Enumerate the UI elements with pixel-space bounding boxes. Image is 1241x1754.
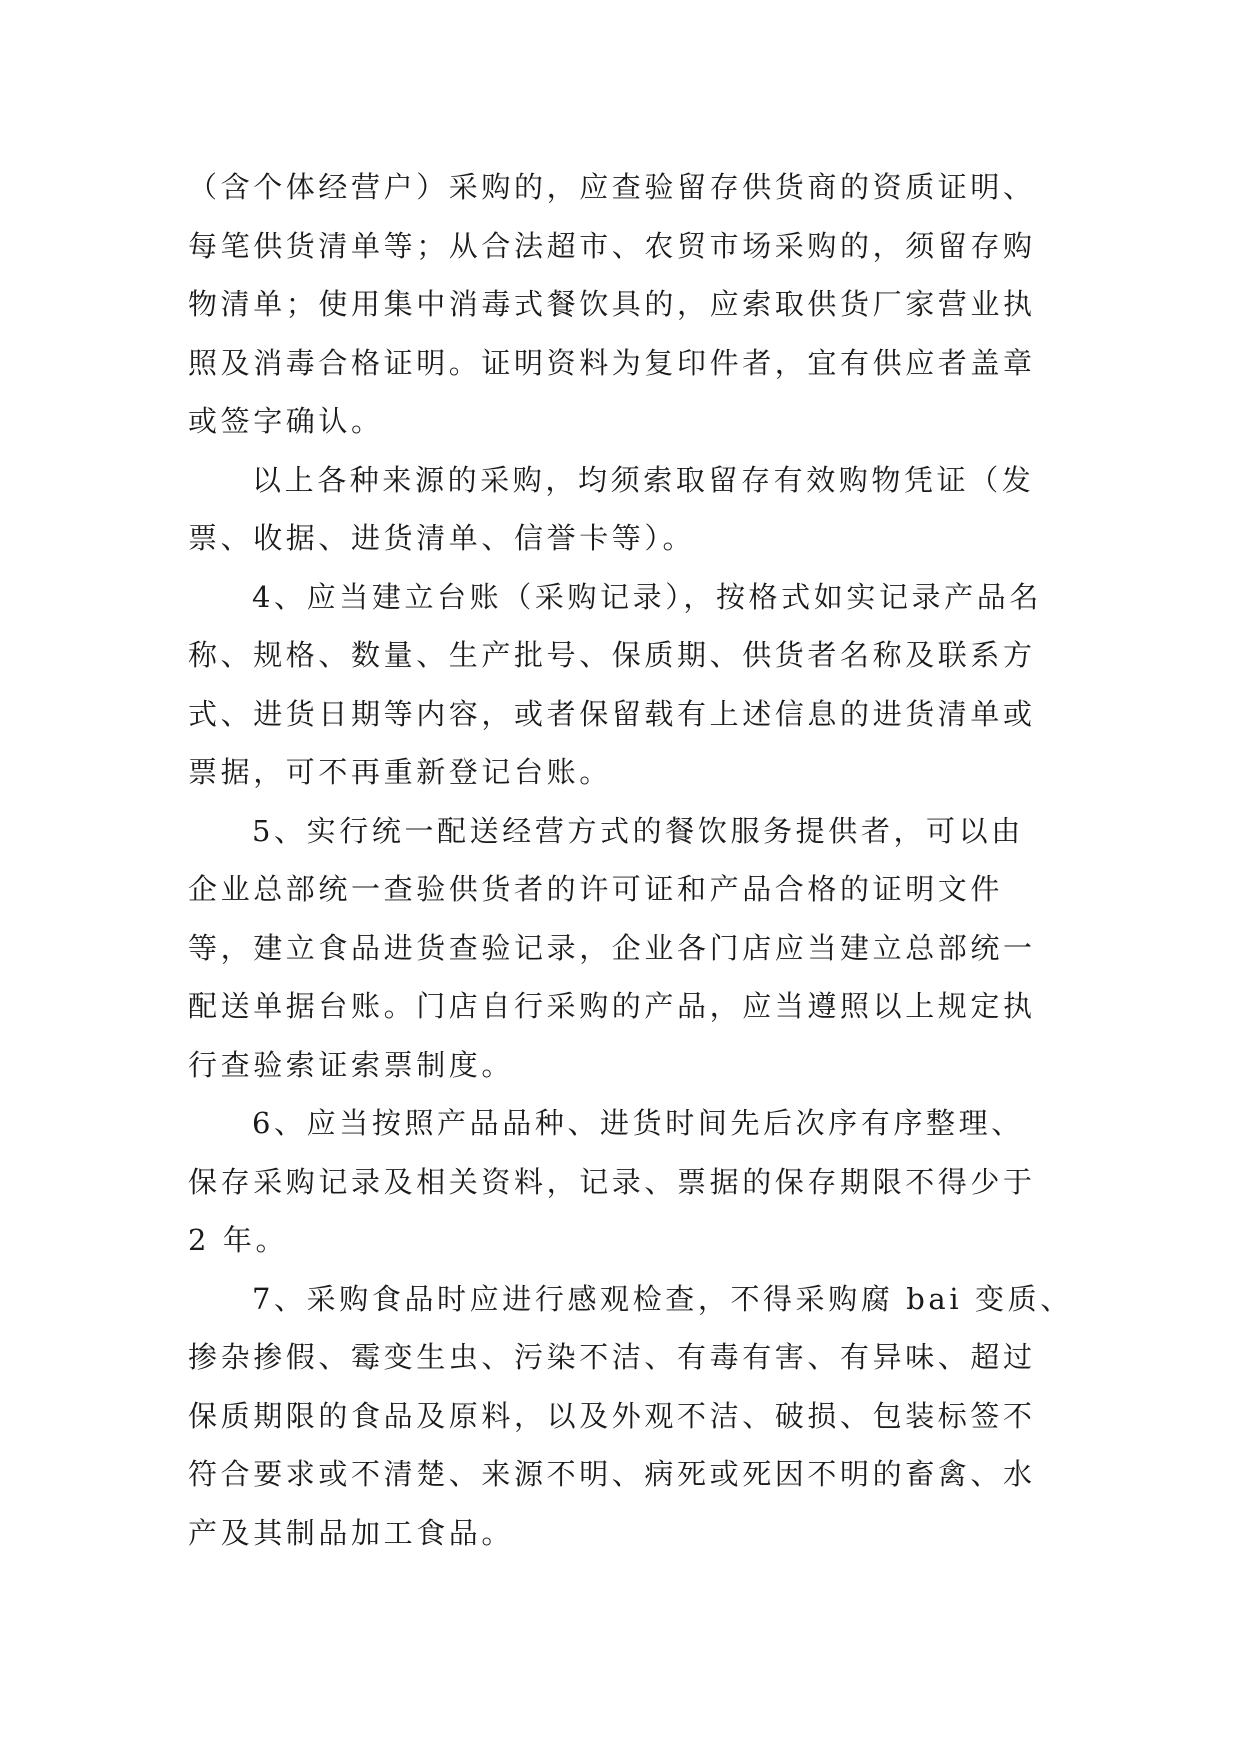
text-line: 7、采购食品时应进行感观检查，不得采购腐 bai 变质、 — [252, 1281, 1073, 1316]
text-line: 5、实行统一配送经营方式的餐饮服务提供者，可以由 — [252, 813, 1024, 848]
text-line: 掺杂掺假、霉变生虫、污染不洁、有毒有害、有异味、超过 — [188, 1340, 1036, 1374]
text-line: 产及其制品加工食品。 — [188, 1515, 515, 1550]
text-line: 以上各种来源的采购，均须索取留存有效购物凭证（发 — [252, 462, 1035, 497]
text-line: 称、规格、数量、生产批号、保质期、供货者名称及联系方 — [188, 638, 1036, 672]
paragraph-item-6 — [188, 1094, 1068, 1270]
text-line: 或签字确认。 — [188, 404, 384, 438]
text-line: 保质期限的食品及原料，以及外观不洁、破损、包装标签不 — [188, 1398, 1036, 1433]
text-line: 票据，可不再重新登记台账。 — [188, 755, 612, 789]
text-line: 保存采购记录及相关资料，记录、票据的保存期限不得少于 — [188, 1164, 1036, 1199]
text-line: 6、应当按照产品品种、进货时间先后次序有序整理、 — [252, 1106, 1024, 1140]
text-line: 配送单据台账。门店自行采购的产品，应当遵照以上规定执 — [188, 989, 1036, 1023]
text-line: 符合要求或不清楚、来源不明、病死或死因不明的畜禽、水 — [188, 1457, 1036, 1491]
text-line: 物清单；使用集中消毒式餐饮具的，应索取供货厂家营业执 — [188, 287, 1036, 321]
text-line: （含个体经营户）采购的，应查验留存供货商的资质证明、 — [188, 170, 1036, 204]
text-line: 等，建立食品进货查验记录，企业各门店应当建立总部统一 — [188, 930, 1036, 965]
text-line: 4、应当建立台账（采购记录），按格式如实记录产品名 — [252, 579, 1042, 614]
text-line: 2 年。 — [188, 1223, 289, 1257]
text-line: 每笔供货清单等；从合法超市、农贸市场采购的，须留存购 — [188, 228, 1036, 263]
document-body — [188, 158, 1073, 1562]
paragraph-item-7 — [188, 1270, 1073, 1563]
text-line: 行查验索证索票制度。 — [188, 1047, 515, 1082]
text-line: 照及消毒合格证明。证明资料为复印件者，宜有供应者盖章 — [188, 345, 1036, 380]
paragraph-item-5 — [188, 802, 1068, 1095]
text-line: 企业总部统一查验供货者的许可证和产品合格的证明文件 — [188, 872, 1004, 906]
text-line: 式、进货日期等内容，或者保留载有上述信息的进货清单或 — [188, 696, 1036, 731]
paragraph-purchase-vouchers — [188, 451, 1068, 568]
paragraph-item-4 — [188, 568, 1068, 802]
paragraph-supplier-verification — [188, 158, 1068, 451]
text-line: 票、收据、进货清单、信誉卡等）。 — [188, 521, 696, 555]
